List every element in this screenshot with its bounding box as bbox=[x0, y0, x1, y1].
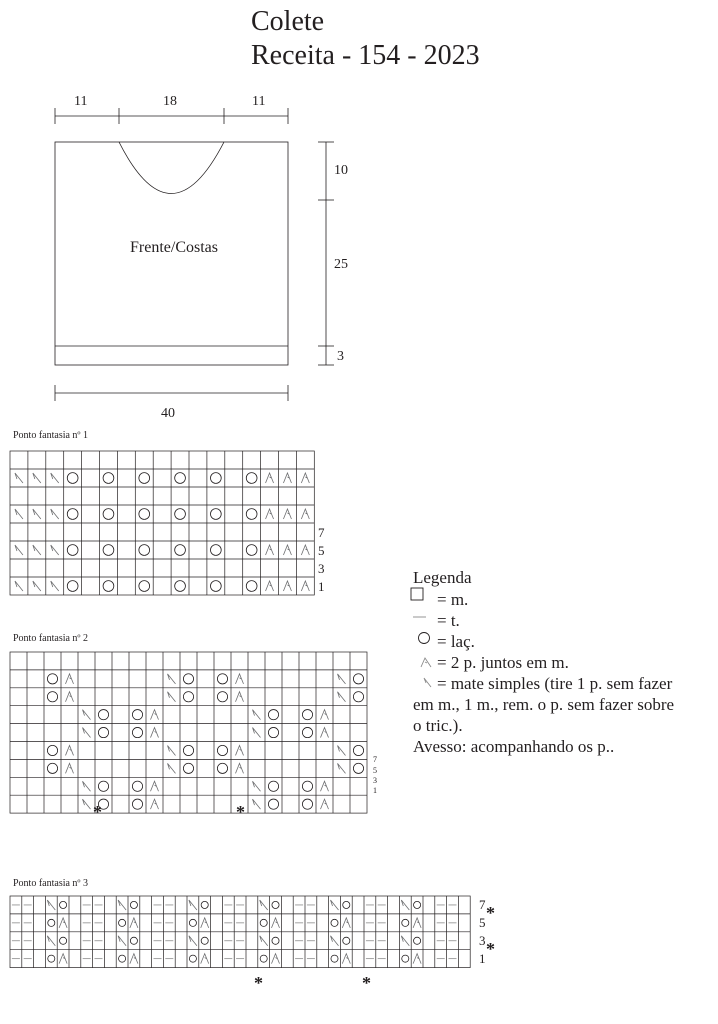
legend-item-ssk-cont1: em m., 1 m., rem. o p. sem fazer sobre bbox=[413, 695, 675, 714]
chart-3-repeat-end-star: * bbox=[362, 973, 371, 993]
height-label-middle: 25 bbox=[334, 257, 348, 272]
chart-3-right-star-bottom: * bbox=[486, 939, 495, 959]
width-label-center: 18 bbox=[163, 94, 177, 109]
legend-item-ssk: = mate simples (tire 1 p. sem fazer bbox=[437, 674, 673, 693]
chart-3-right-star-top: * bbox=[486, 903, 495, 923]
chart-2-title: Ponto fantasia nº 2 bbox=[13, 633, 89, 644]
page-title: Colete bbox=[251, 6, 325, 37]
width-label-left: 11 bbox=[74, 94, 88, 109]
chart-2-row-3: 3 bbox=[373, 776, 377, 785]
height-label-top: 10 bbox=[334, 163, 348, 178]
width-label-right: 11 bbox=[252, 94, 266, 109]
chart-2-row-5: 5 bbox=[373, 766, 377, 775]
square-icon bbox=[411, 588, 423, 600]
chart-1-title: Ponto fantasia nº 1 bbox=[13, 430, 89, 441]
chart-1-row-5: 5 bbox=[318, 543, 325, 558]
legend-title: Legenda bbox=[413, 568, 472, 587]
total-width-label: 40 bbox=[161, 406, 175, 421]
k2tog-icon bbox=[421, 658, 431, 667]
legend-item-k2tog: = 2 p. juntos em m. bbox=[437, 653, 569, 672]
piece-label: Frente/Costas bbox=[130, 239, 218, 256]
legend-item-ssk-cont2: o tric.). bbox=[413, 716, 463, 735]
legend-item-knit: = m. bbox=[437, 590, 469, 609]
chart-1-row-7: 7 bbox=[318, 525, 325, 540]
chart-2-repeat-start-star: * bbox=[93, 802, 102, 822]
chart-3-title: Ponto fantasia nº 3 bbox=[13, 878, 89, 889]
chart-3-row-5: 5 bbox=[479, 915, 486, 930]
chart-3-row-1: 1 bbox=[479, 951, 486, 966]
chart-1-row-1: 1 bbox=[318, 579, 325, 594]
chart-1-row-3: 3 bbox=[318, 561, 325, 576]
page-subtitle: Receita - 154 - 2023 bbox=[251, 40, 480, 71]
chart-3-row-7: 7 bbox=[479, 897, 486, 912]
chart-2-row-1: 1 bbox=[373, 786, 377, 795]
chart-2-repeat-end-star: * bbox=[236, 802, 245, 822]
height-label-bottom: 3 bbox=[337, 349, 344, 364]
ssk-icon bbox=[424, 678, 431, 687]
circle-icon bbox=[419, 633, 430, 644]
legend-avesso-note: Avesso: acompanhando os p.. bbox=[413, 737, 615, 756]
chart-3-repeat-start-star: * bbox=[254, 973, 263, 993]
legend-item-yarnover: = laç. bbox=[437, 632, 475, 651]
chart-3-row-3: 3 bbox=[479, 933, 486, 948]
legend-item-purl: = t. bbox=[437, 611, 460, 630]
chart-2-row-7: 7 bbox=[373, 755, 377, 764]
